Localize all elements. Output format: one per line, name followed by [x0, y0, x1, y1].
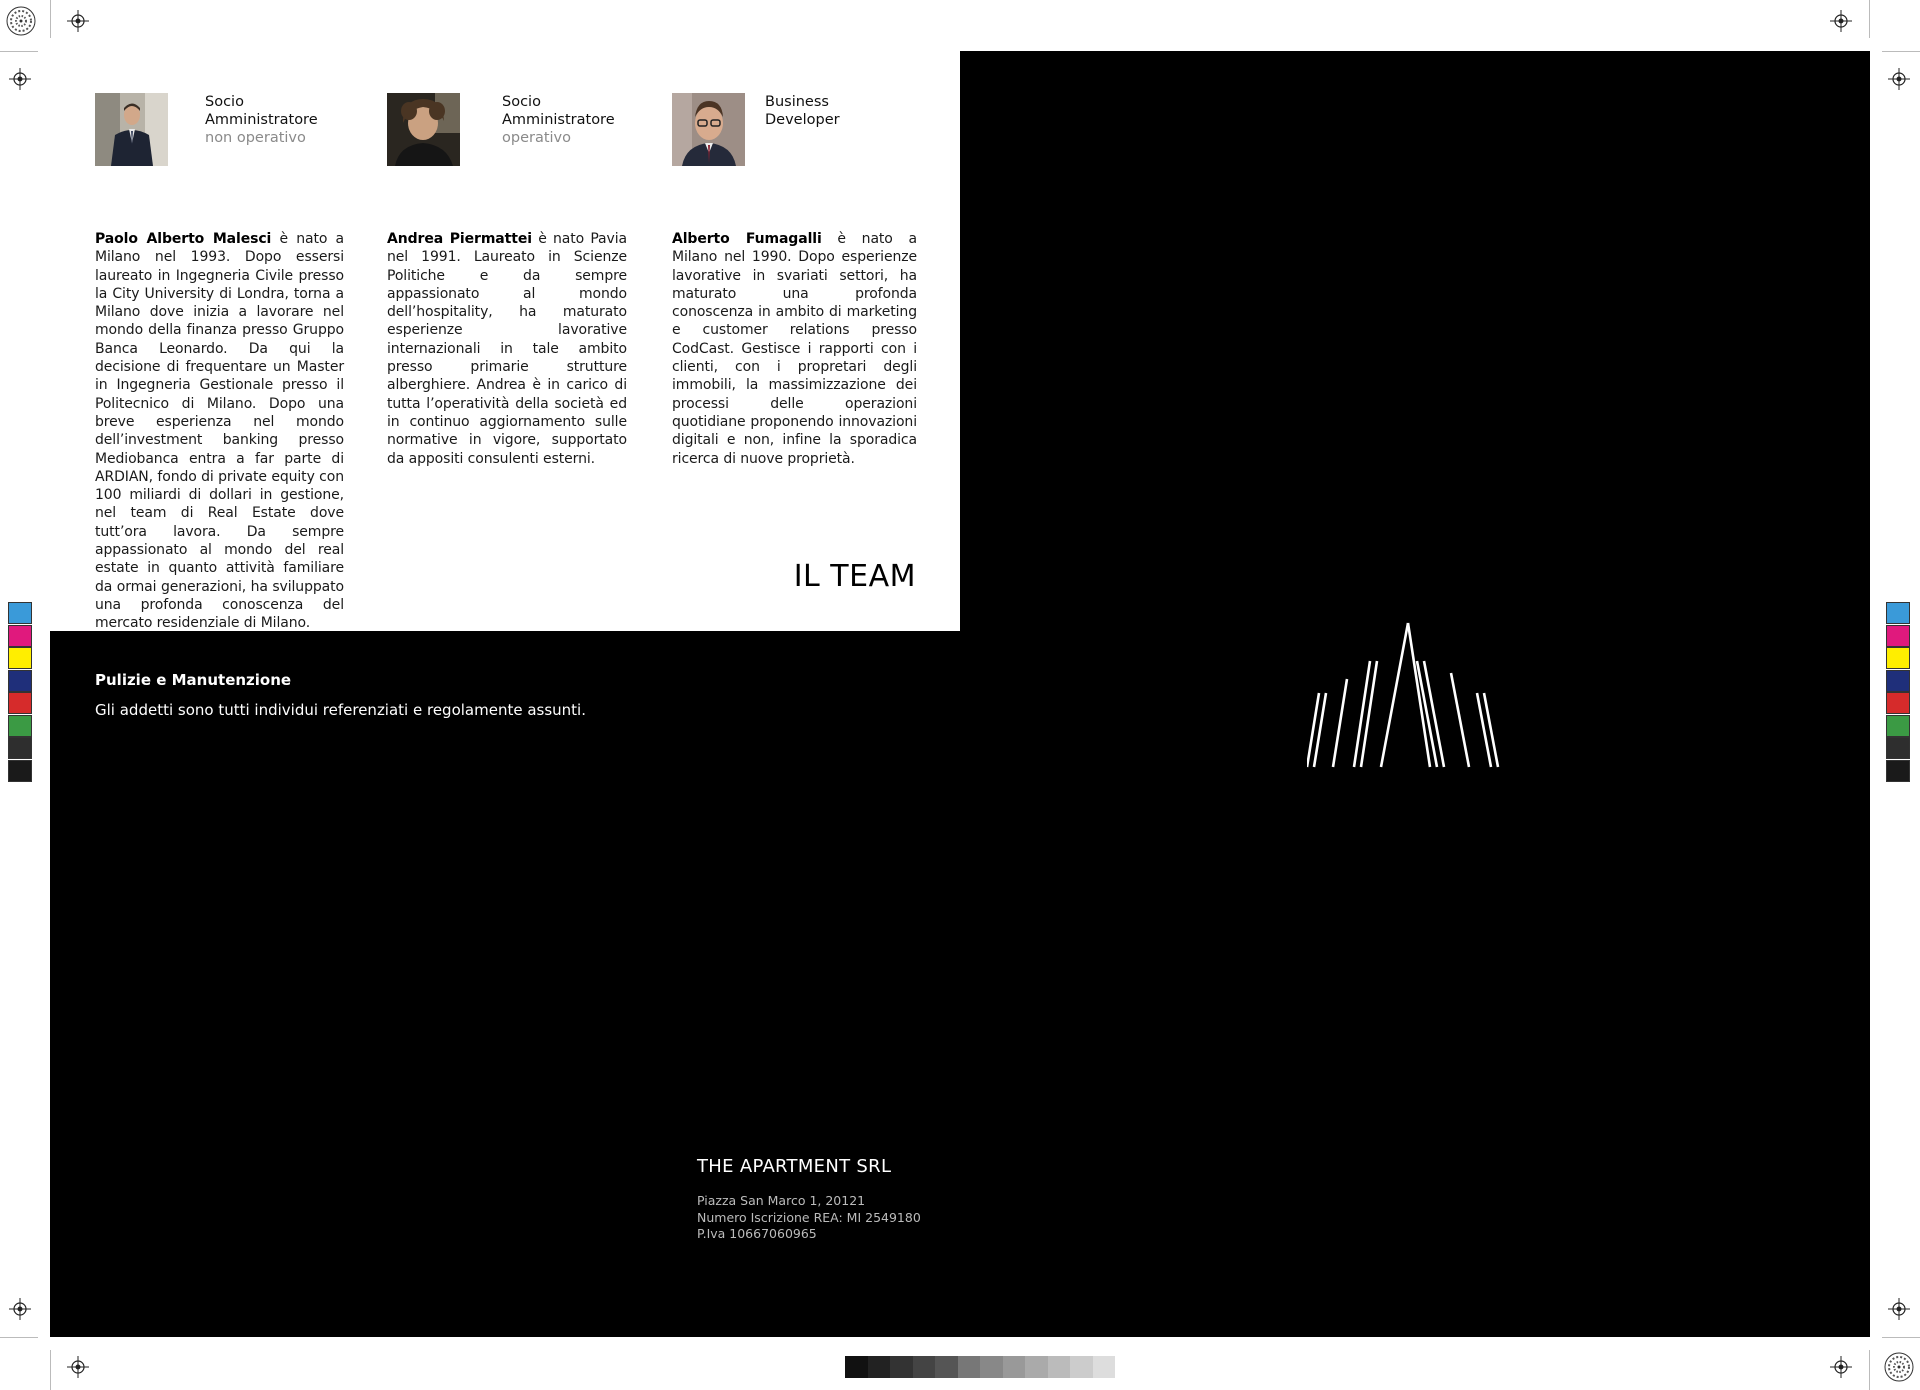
gray-step — [913, 1356, 936, 1378]
member-bio-text: è nato a Milano nel 1993. Dopo essersi laureato in Ingegneria Civile presso la City University di Londra, torna a Milano dove inizia a lavorare nel mondo della finanza presso Gruppo Banca Leonardo. Da qui la decisione di frequentare un Master in Ingegneria Gestionale presso il Politecnico di Milano. Dopo una breve esperienza nel mondo dell’investment banking presso Mediobanca entra a far parte di ARDIAN, fondo di private equity con 100 miliardi di dollari in gestione, nel team di Real Estate dove tutt’ora lavora. Da sempre appassionato al mondo del real estate in quanto attività familiare da ormai generazioni, ha sviluppato una profonda conoscenza del mercato residenziale di Milano. — [95, 231, 344, 632]
member-bio-text: è nato Pavia nel 1991. Laureato in Scienze Politiche e da sempre appassionato al mondo dell’hospitality, ha maturato esperienze lavorative internazionali in tale ambito presso primarie strutture alberghiere. Andrea è in carico di tutta l’operatività della società ed in continuo aggiornamento sulle normative in vigore, supportato da appositi consulenti esterni. — [387, 231, 627, 467]
role-subtitle: operativo — [502, 130, 572, 146]
company-address: Piazza San Marco 1, 20121 — [697, 1193, 866, 1208]
role-subtitle: non operativo — [205, 130, 306, 146]
gray-scale-bar — [845, 1356, 1115, 1378]
role-line-1: Socio — [502, 94, 541, 110]
company-vat: P.Iva 10667060965 — [697, 1226, 817, 1241]
member-photo — [672, 93, 745, 166]
trim-line — [0, 51, 38, 52]
registration-mark-icon — [1830, 1356, 1852, 1378]
member-role — [502, 93, 615, 147]
member-name: Andrea Piermattei — [387, 231, 532, 247]
member-bio-text: è nato a Milano nel 1990. Dopo esperienze lavorative in svariati settori, ha maturato una profonda conoscenza in ambito di marketing e customer relations presso CodCast. Gestisce i rapporti con i clienti, con i propretari degli immobili, la massimizzazione dei processi delle operazioni quotidiane proponendo innovazioni digitali e non, infine la sporadica ricerca di nuove proprietà. — [672, 231, 917, 467]
registration-mark-icon — [67, 1356, 89, 1378]
team-panel — [50, 51, 960, 631]
member-role — [205, 93, 318, 147]
role-line-1: Business — [765, 94, 829, 110]
color-swatch — [8, 602, 32, 624]
color-swatch — [8, 715, 32, 737]
member-bio — [95, 230, 344, 633]
color-swatch — [8, 692, 32, 714]
role-line-2: Amministratore — [502, 112, 615, 128]
member-photo — [387, 93, 460, 166]
registration-mark-icon — [1888, 1298, 1910, 1320]
role-line-2: Developer — [765, 112, 840, 128]
member-name: Paolo Alberto Malesci — [95, 231, 272, 247]
color-swatch — [1886, 625, 1910, 647]
left-page — [50, 51, 960, 1337]
registration-mark-icon — [1830, 10, 1852, 32]
page-title: IL TEAM — [793, 559, 916, 594]
trim-line — [1869, 0, 1870, 38]
star-target-icon — [6, 6, 36, 36]
color-swatch — [8, 670, 32, 692]
color-swatch — [1886, 715, 1910, 737]
color-swatch — [1886, 692, 1910, 714]
color-swatch — [8, 625, 32, 647]
color-bar-left — [8, 602, 32, 782]
gray-step — [1025, 1356, 1048, 1378]
member-bio — [672, 230, 917, 468]
color-swatch — [1886, 760, 1910, 782]
color-swatch — [1886, 670, 1910, 692]
star-target-icon — [1884, 1352, 1914, 1382]
gray-step — [1048, 1356, 1071, 1378]
section-text: Gli addetti sono tutti individui referenziati e regolamente assunti. — [95, 701, 586, 719]
gray-step — [1003, 1356, 1026, 1378]
color-swatch — [8, 737, 32, 759]
company-name: THE APARTMENT SRL — [697, 1156, 892, 1177]
gray-step — [1093, 1356, 1116, 1378]
trim-line — [1882, 1337, 1920, 1338]
gray-step — [935, 1356, 958, 1378]
gray-step — [890, 1356, 913, 1378]
member-bio — [387, 230, 627, 468]
cover-page — [960, 51, 1870, 1337]
registration-mark-icon — [1888, 68, 1910, 90]
services-panel — [50, 631, 960, 1337]
color-swatch — [8, 760, 32, 782]
trim-line — [1869, 1350, 1870, 1390]
gray-step — [845, 1356, 868, 1378]
trim-line — [50, 1350, 51, 1390]
trim-line — [50, 0, 51, 38]
gray-step — [868, 1356, 891, 1378]
role-line-1: Socio — [205, 94, 244, 110]
color-swatch — [1886, 602, 1910, 624]
member-role — [765, 93, 840, 129]
company-rea: Numero Iscrizione REA: MI 2549180 — [697, 1209, 921, 1225]
trim-line — [1882, 51, 1920, 52]
color-bar-right — [1886, 602, 1910, 782]
member-name: Alberto Fumagalli — [672, 231, 822, 247]
registration-mark-icon — [67, 10, 89, 32]
gray-step — [980, 1356, 1003, 1378]
role-line-2: Amministratore — [205, 112, 318, 128]
brand-logo-icon — [1307, 621, 1523, 769]
color-swatch — [1886, 647, 1910, 669]
member-photo — [95, 93, 168, 166]
gray-step — [1070, 1356, 1093, 1378]
registration-mark-icon — [9, 1298, 31, 1320]
section-title: Pulizie e Manutenzione — [95, 671, 292, 689]
company-info — [697, 1156, 921, 1243]
color-swatch — [1886, 737, 1910, 759]
trim-line — [0, 1337, 38, 1338]
gray-step — [958, 1356, 981, 1378]
color-swatch — [8, 647, 32, 669]
registration-mark-icon — [9, 68, 31, 90]
